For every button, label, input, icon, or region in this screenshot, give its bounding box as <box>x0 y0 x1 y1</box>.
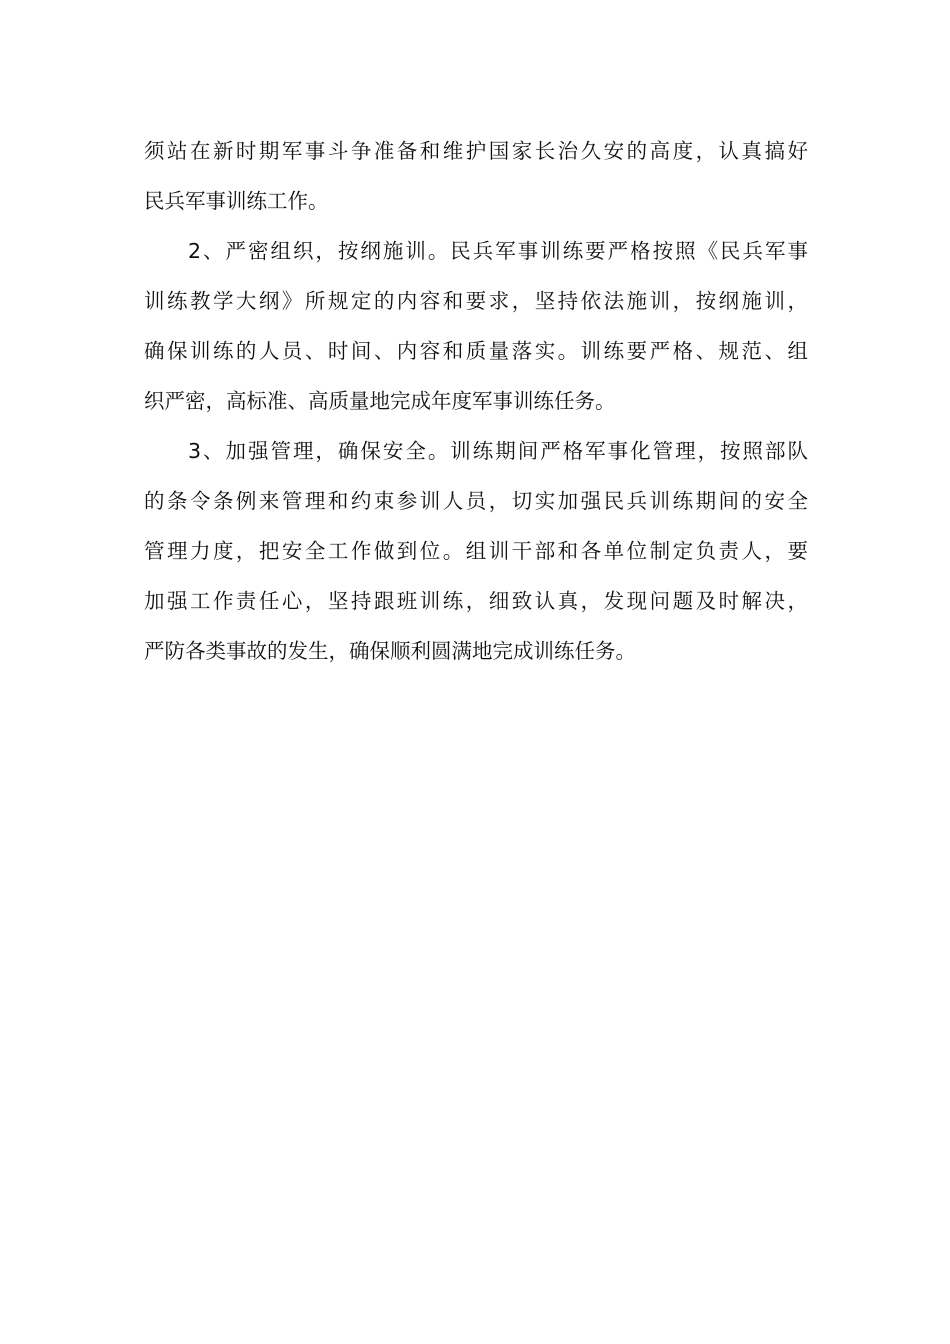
text-line: 的条令条例来管理和约束参训人员，切实加强民兵训练期间的安全 <box>144 489 808 513</box>
text-line: 管理力度，把安全工作做到位。组训干部和各单位制定负责人，要 <box>144 539 808 563</box>
text-line: 民兵军事训练工作。 <box>144 189 329 213</box>
text-line: 须站在新时期军事斗争准备和维护国家长治久安的高度，认真搞好 <box>144 139 808 163</box>
text-line: 3、加强管理，确保安全。训练期间严格军事化管理，按照部队 <box>188 439 808 463</box>
text-line: 严防各类事故的发生，确保顺利圆满地完成训练任务。 <box>144 639 636 663</box>
paragraph-3 <box>144 426 808 676</box>
text-line: 织严密，高标准、高质量地完成年度军事训练任务。 <box>144 389 616 413</box>
text-line: 2、严密组织，按纲施训。民兵军事训练要严格按照《民兵军事 <box>188 239 808 263</box>
text-line: 确保训练的人员、时间、内容和质量落实。训练要严格、规范、组 <box>144 339 808 363</box>
paragraph-2 <box>144 226 808 426</box>
text-line: 加强工作责任心，坚持跟班训练，细致认真，发现问题及时解决， <box>144 589 808 613</box>
text-line: 训练教学大纲》所规定的内容和要求，坚持依法施训，按纲施训， <box>144 289 808 313</box>
document-body <box>144 126 808 676</box>
paragraph-1 <box>144 126 808 226</box>
